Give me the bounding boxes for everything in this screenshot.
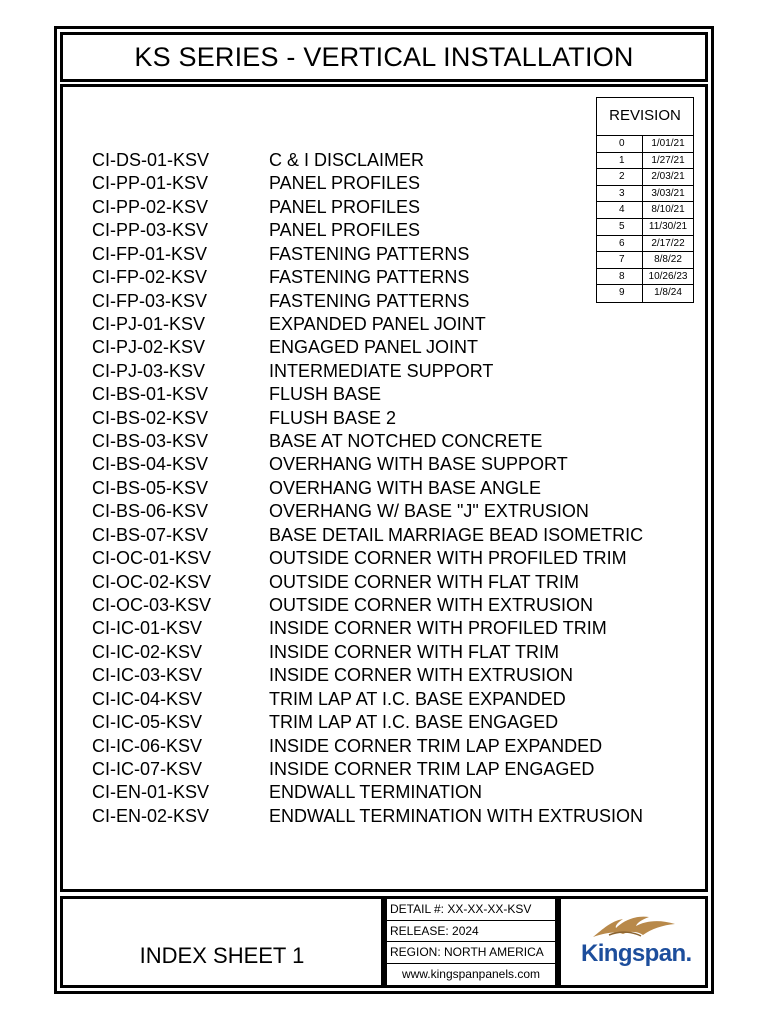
- website-link[interactable]: www.kingspanpanels.com: [401, 966, 541, 981]
- detail-description: PANEL PROFILES: [269, 173, 421, 194]
- revision-number: 5: [597, 219, 643, 235]
- revision-number: 3: [597, 186, 643, 202]
- detail-code: CI-PP-03-KSV: [92, 220, 209, 241]
- revision-number: 0: [597, 136, 643, 152]
- detail-description: OVERHANG WITH BASE ANGLE: [269, 477, 542, 498]
- revision-date: 2/17/22: [651, 237, 685, 249]
- detail-description: OUTSIDE CORNER WITH EXTRUSION: [269, 594, 594, 615]
- detail-code: CI-IC-05-KSV: [92, 712, 203, 733]
- detail-description: INSIDE CORNER WITH PROFILED TRIM: [269, 618, 607, 639]
- revision-number: 6: [597, 236, 643, 252]
- revision-date: 1/27/21: [651, 154, 685, 166]
- kingspan-logo-text: Kingspan.: [581, 940, 692, 967]
- revision-number: 2: [597, 169, 643, 185]
- detail-description: FASTENING PATTERNS: [269, 267, 470, 288]
- detail-code: CI-IC-04-KSV: [92, 688, 203, 709]
- detail-description: INTERMEDIATE SUPPORT: [269, 360, 494, 381]
- detail-description: OUTSIDE CORNER WITH PROFILED TRIM: [269, 548, 627, 569]
- detail-code: CI-IC-03-KSV: [92, 665, 203, 686]
- revision-date: 10/26/23: [648, 270, 688, 282]
- detail-code: CI-BS-05-KSV: [92, 477, 209, 498]
- detail-code: CI-BS-01-KSV: [92, 384, 209, 405]
- revision-row: [597, 186, 693, 203]
- detail-description: PANEL PROFILES: [269, 196, 421, 217]
- detail-description: OUTSIDE CORNER WITH FLAT TRIM: [269, 571, 580, 592]
- revision-date: 11/30/21: [648, 220, 688, 232]
- revision-heading: REVISION: [597, 98, 693, 136]
- kingspan-bird-logo-icon: [589, 911, 679, 943]
- detail-code: CI-PJ-02-KSV: [92, 337, 206, 358]
- detail-code: CI-BS-07-KSV: [92, 524, 209, 545]
- detail-description: TRIM LAP AT I.C. BASE EXPANDED: [269, 688, 566, 709]
- detail-code: CI-PP-01-KSV: [92, 173, 209, 194]
- revision-row: [597, 285, 693, 302]
- revision-number: 1: [597, 153, 643, 169]
- revision-date: 1/8/24: [654, 287, 682, 299]
- revision-rows: [597, 136, 693, 302]
- detail-code: CI-BS-03-KSV: [92, 431, 209, 452]
- logo-block: [558, 896, 708, 988]
- revision-row: [597, 153, 693, 170]
- detail-description: OVERHANG W/ BASE "J" EXTRUSION: [269, 501, 589, 522]
- detail-code: CI-OC-03-KSV: [92, 594, 212, 615]
- detail-description: INSIDE CORNER TRIM LAP ENGAGED: [269, 758, 595, 779]
- detail-description: PANEL PROFILES: [269, 220, 421, 241]
- detail-code: CI-OC-01-KSV: [92, 548, 212, 569]
- revision-row: [597, 236, 693, 253]
- detail-code: CI-BS-04-KSV: [92, 454, 209, 475]
- detail-description: EXPANDED PANEL JOINT: [269, 313, 486, 334]
- detail-description: INSIDE CORNER WITH FLAT TRIM: [269, 641, 560, 662]
- page-title: KS SERIES - VERTICAL INSTALLATION: [134, 41, 634, 72]
- revision-number: 8: [597, 269, 643, 285]
- detail-description: BASE AT NOTCHED CONCRETE: [269, 431, 543, 452]
- revision-number: 7: [597, 252, 643, 268]
- detail-description: ENDWALL TERMINATION: [269, 782, 483, 803]
- revision-row: [597, 136, 693, 153]
- revision-date: 3/03/21: [651, 187, 685, 199]
- detail-description: C & I DISCLAIMER: [269, 150, 425, 170]
- revision-row: [597, 252, 693, 269]
- revision-row: [597, 169, 693, 186]
- detail-code: CI-IC-07-KSV: [92, 758, 203, 779]
- detail-description: INSIDE CORNER TRIM LAP EXPANDED: [269, 735, 603, 756]
- detail-code: CI-OC-02-KSV: [92, 571, 212, 592]
- detail-description: ENGAGED PANEL JOINT: [269, 337, 479, 358]
- detail-description: FASTENING PATTERNS: [269, 243, 470, 264]
- revision-row: [597, 219, 693, 236]
- detail-code: CI-PJ-03-KSV: [92, 360, 206, 381]
- release-year: RELEASE: 2024: [387, 921, 555, 943]
- revision-date: 2/03/21: [651, 171, 685, 183]
- sheet-title: INDEX SHEET 1: [139, 943, 305, 968]
- detail-code: CI-IC-02-KSV: [92, 641, 203, 662]
- sheet-title-block: [60, 896, 384, 988]
- detail-code: CI-BS-02-KSV: [92, 407, 209, 428]
- detail-number: DETAIL #: XX-XX-XX-KSV: [387, 899, 555, 921]
- detail-description: FLUSH BASE: [269, 384, 382, 405]
- detail-code: CI-PP-02-KSV: [92, 196, 209, 217]
- detail-code: CI-IC-06-KSV: [92, 735, 203, 756]
- revision-row: [597, 269, 693, 286]
- detail-code: CI-FP-01-KSV: [92, 243, 208, 264]
- revision-table: [596, 97, 694, 303]
- detail-description: FASTENING PATTERNS: [269, 290, 470, 311]
- detail-code: CI-DS-01-KSV: [92, 150, 210, 170]
- detail-description: OVERHANG WITH BASE SUPPORT: [269, 454, 568, 475]
- revision-row: [597, 202, 693, 219]
- detail-description: INSIDE CORNER WITH EXTRUSION: [269, 665, 574, 686]
- revision-number: 9: [597, 285, 643, 302]
- detail-description: FLUSH BASE 2: [269, 407, 397, 428]
- detail-description: ENDWALL TERMINATION WITH EXTRUSION: [269, 805, 644, 826]
- detail-code: CI-FP-02-KSV: [92, 267, 208, 288]
- region: REGION: NORTH AMERICA: [387, 942, 555, 964]
- revision-date: 8/10/21: [651, 204, 685, 216]
- detail-code: CI-EN-02-KSV: [92, 805, 210, 826]
- detail-code: CI-FP-03-KSV: [92, 290, 208, 311]
- revision-number: 4: [597, 202, 643, 218]
- revision-date: 8/8/22: [654, 254, 682, 266]
- detail-code: CI-PJ-01-KSV: [92, 313, 206, 334]
- detail-description: TRIM LAP AT I.C. BASE ENGAGED: [269, 712, 559, 733]
- title-block: [60, 32, 708, 82]
- revision-date: 1/01/21: [651, 138, 685, 149]
- detail-code: CI-BS-06-KSV: [92, 501, 209, 522]
- detail-description: BASE DETAIL MARRIAGE BEAD ISOMETRIC: [269, 524, 644, 545]
- detail-code: CI-EN-01-KSV: [92, 782, 210, 803]
- detail-info-block: [384, 896, 558, 988]
- detail-code: CI-IC-01-KSV: [92, 618, 203, 639]
